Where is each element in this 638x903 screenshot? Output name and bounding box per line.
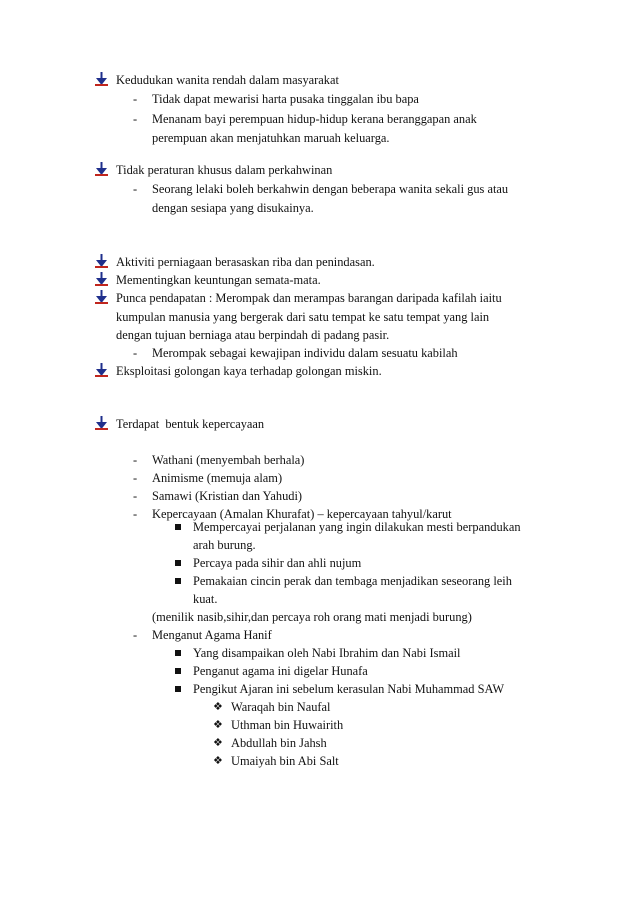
list-item: Tidak dapat mewarisi harta pusaka tinggalan ibu bapa [152,92,419,106]
list-item: Pemakaian cincin perak dan tembaga menjadikan seseorang leih [193,574,512,588]
list-item: Animisme (memuja alam) [152,471,283,485]
list-item: Samawi (Kristian dan Yahudi) [152,489,303,503]
list-item-continued: perempuan akan menjatuhkan maruah keluarga. [152,131,390,145]
list-item-continued: kuat. [193,592,218,606]
dash-bullet: - [133,471,138,485]
list-item: Aktiviti perniagaan berasaskan riba dan penindasan. [116,255,375,269]
section-heading: Terdapat bentuk kepercayaan [116,417,265,431]
dash-bullet: - [133,346,138,360]
arrow-bullet-icon [95,162,108,176]
square-bullet-icon [175,578,181,584]
dash-bullet: - [133,453,138,467]
diamond-bullet-icon: ❖ [213,736,223,749]
square-bullet-icon [175,668,181,674]
list-item: Eksploitasi golongan kaya terhadap golongan miskin. [116,364,382,378]
dash-bullet: - [133,92,138,106]
square-bullet-icon [175,524,181,530]
list-item: Wathani (menyembah berhala) [152,453,305,467]
note-text: (menilik nasib,sihir,dan percaya roh orang mati menjadi burung) [152,610,472,624]
diamond-bullet-icon: ❖ [213,754,223,767]
diamond-bullet-icon: ❖ [213,700,223,713]
section-heading: Kedudukan wanita rendah dalam masyarakat [116,73,339,87]
arrow-bullet-icon [95,254,108,268]
list-item: Pengikut Ajaran ini sebelum kerasulan Nabi Muhammad SAW [193,682,505,696]
arrow-bullet-icon [95,290,108,304]
square-bullet-icon [175,650,181,656]
list-item-continued: kumpulan manusia yang bergerak dari satu tempat ke satu tempat yang lain [116,310,490,324]
list-item-continued: dengan sesiapa yang disukainya. [152,201,314,215]
dash-bullet: - [133,628,138,642]
arrow-bullet-icon [95,272,108,286]
list-item: Uthman bin Huwairith [231,718,344,732]
list-item: Percaya pada sihir dan ahli nujum [193,556,362,570]
list-item: Umaiyah bin Abi Salt [231,754,339,768]
list-item: Yang disampaikan oleh Nabi Ibrahim dan Nabi Ismail [193,646,461,660]
list-item: Abdullah bin Jahsh [231,736,327,750]
list-item: Merompak sebagai kewajipan individu dalam sesuatu kabilah [152,346,458,360]
list-item: Mempercayai perjalanan yang ingin dilakukan mesti berpandukan [193,520,521,534]
list-item: Penganut agama ini digelar Hunafa [193,664,368,678]
dash-bullet: - [133,182,138,196]
dash-bullet: - [133,112,138,126]
list-item-continued: dengan tujuan berniaga atau berpindah di padang pasir. [116,328,390,342]
list-item: Mementingkan keuntungan semata-mata. [116,273,321,287]
section-heading: Tidak peraturan khusus dalam perkahwinan [116,163,333,177]
list-item: Waraqah bin Naufal [231,700,331,714]
arrow-bullet-icon [95,416,108,430]
list-item: Kepercayaan (Amalan Khurafat) – kepercayaan tahyul/karut [152,507,452,521]
list-item: Seorang lelaki boleh berkahwin dengan beberapa wanita sekali gus atau [152,182,509,196]
dash-bullet: - [133,507,138,521]
list-item: Punca pendapatan : Merompak dan merampas barangan daripada kafilah iaitu [116,291,502,305]
list-item: Menanam bayi perempuan hidup-hidup kerana beranggapan anak [152,112,477,126]
square-bullet-icon [175,686,181,692]
square-bullet-icon [175,560,181,566]
list-item: Menganut Agama Hanif [152,628,272,642]
arrow-bullet-icon [95,72,108,86]
list-item-continued: arah burung. [193,538,256,552]
diamond-bullet-icon: ❖ [213,718,223,731]
dash-bullet: - [133,489,138,503]
arrow-bullet-icon [95,363,108,377]
